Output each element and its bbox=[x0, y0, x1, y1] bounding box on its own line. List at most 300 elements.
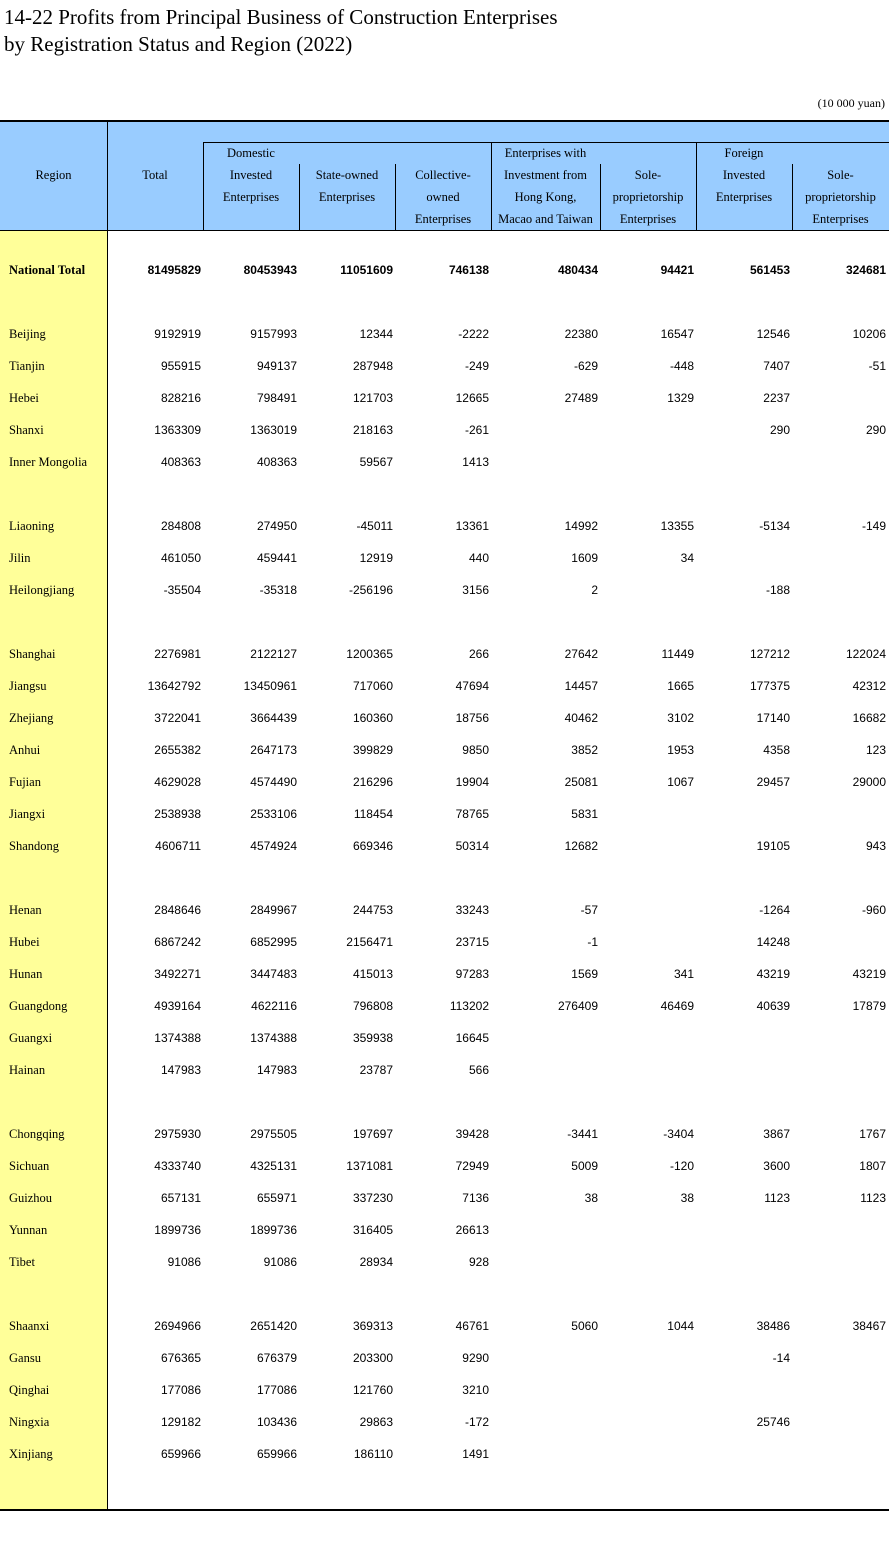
region-name: Fujian bbox=[9, 775, 41, 789]
table-cell: 1123 bbox=[860, 1191, 886, 1205]
table-cell: 659966 bbox=[256, 1447, 297, 1461]
table-cell: 14992 bbox=[564, 519, 598, 533]
header-region: Region bbox=[35, 168, 72, 182]
title-line-2: by Registration Status and Region (2022) bbox=[4, 32, 353, 56]
table-cell: -51 bbox=[868, 359, 886, 373]
table-cell: 72949 bbox=[455, 1159, 489, 1173]
table-cell: 18756 bbox=[455, 711, 489, 725]
table-cell: 1371081 bbox=[346, 1159, 393, 1173]
header-text: Sole- bbox=[634, 168, 662, 182]
table-cell: 655971 bbox=[256, 1191, 297, 1205]
region-name: National Total bbox=[9, 263, 86, 277]
table-cell: 218163 bbox=[352, 423, 393, 437]
table-cell: 25081 bbox=[564, 775, 598, 789]
table-cell: 669346 bbox=[352, 839, 393, 853]
table-cell: 27642 bbox=[564, 647, 598, 661]
table-row bbox=[0, 1407, 889, 1439]
table-cell: 676379 bbox=[256, 1351, 297, 1365]
table-cell: 276409 bbox=[557, 999, 598, 1013]
region-name: Hebei bbox=[9, 391, 39, 405]
table-cell: 324681 bbox=[845, 263, 886, 277]
table-cell: 11449 bbox=[661, 647, 694, 661]
table-cell: 943 bbox=[865, 839, 886, 853]
table-cell: 38467 bbox=[852, 1319, 886, 1333]
table-cell: 337230 bbox=[352, 1191, 393, 1205]
table-cell: 1491 bbox=[462, 1447, 489, 1461]
header-domestic bbox=[203, 142, 299, 208]
table-cell: 16547 bbox=[660, 327, 694, 341]
table-cell: 59567 bbox=[359, 455, 393, 469]
table-cell: 50314 bbox=[455, 839, 489, 853]
table-cell: -629 bbox=[573, 359, 598, 373]
table-cell: 657131 bbox=[160, 1191, 201, 1205]
table-cell: 38 bbox=[584, 1191, 598, 1205]
table-row bbox=[0, 671, 889, 703]
table-cell: 1767 bbox=[859, 1127, 886, 1141]
table-cell: 12344 bbox=[359, 327, 393, 341]
table-cell: 47694 bbox=[455, 679, 489, 693]
top-rule bbox=[0, 120, 889, 122]
table-title bbox=[4, 4, 558, 58]
region-name: Guizhou bbox=[9, 1191, 53, 1205]
table-cell: 23787 bbox=[359, 1063, 393, 1077]
table-cell: 2848646 bbox=[154, 903, 201, 917]
table-cell: 12919 bbox=[359, 551, 393, 565]
header-text: Enterprises bbox=[619, 212, 677, 226]
table-cell: 1329 bbox=[667, 391, 694, 405]
region-name: Shanxi bbox=[9, 423, 44, 437]
table-cell: 123 bbox=[865, 743, 886, 757]
table-row bbox=[0, 1023, 889, 1055]
table-cell: 659966 bbox=[160, 1447, 201, 1461]
table-cell: 928 bbox=[468, 1255, 489, 1269]
table-cell: -960 bbox=[861, 903, 886, 917]
table-cell: 14248 bbox=[756, 935, 790, 949]
table-cell: 29000 bbox=[852, 775, 886, 789]
header-text: Collective- bbox=[415, 168, 471, 182]
region-name: Hunan bbox=[9, 967, 43, 981]
table-cell: 1413 bbox=[462, 455, 489, 469]
table-cell: 798491 bbox=[256, 391, 297, 405]
header-text: Foreign bbox=[724, 146, 764, 160]
table-cell: 2533106 bbox=[250, 807, 297, 821]
table-cell: 25746 bbox=[756, 1415, 790, 1429]
table-cell: 13361 bbox=[455, 519, 489, 533]
table-row bbox=[0, 415, 889, 447]
table-cell: 103436 bbox=[256, 1415, 297, 1429]
table-cell: 43219 bbox=[756, 967, 790, 981]
table-cell: 118454 bbox=[353, 807, 393, 821]
header-text: Enterprises bbox=[812, 212, 869, 226]
region-name: Anhui bbox=[9, 743, 41, 757]
table-cell: 4574924 bbox=[250, 839, 297, 853]
table-cell: 13355 bbox=[660, 519, 694, 533]
region-name: Sichuan bbox=[9, 1159, 50, 1173]
table-cell: 28934 bbox=[359, 1255, 393, 1269]
table-cell: 3600 bbox=[763, 1159, 790, 1173]
table-row bbox=[0, 575, 889, 607]
table-row bbox=[0, 351, 889, 383]
table-cell: 12682 bbox=[564, 839, 598, 853]
header-text: Macao and Taiwan bbox=[498, 212, 593, 226]
region-name: Jiangsu bbox=[9, 679, 47, 693]
table-cell: 17140 bbox=[756, 711, 790, 725]
table-cell: 127212 bbox=[749, 647, 790, 661]
table-row bbox=[0, 1119, 889, 1151]
header-total: Total bbox=[142, 168, 168, 182]
region-name: Henan bbox=[9, 903, 42, 917]
table-cell: 244753 bbox=[352, 903, 393, 917]
region-name: Yunnan bbox=[9, 1223, 48, 1237]
table-cell: 290 bbox=[769, 423, 790, 437]
table-cell: 14457 bbox=[564, 679, 598, 693]
table-cell: 4629028 bbox=[154, 775, 201, 789]
header-text: Enterprises bbox=[715, 190, 773, 204]
table-row bbox=[0, 1183, 889, 1215]
table-cell: 10206 bbox=[852, 327, 886, 341]
table-cell: -149 bbox=[861, 519, 886, 533]
table-cell: 40639 bbox=[756, 999, 790, 1013]
region-name: Liaoning bbox=[9, 519, 55, 533]
title-line-1: 14-22 Profits from Principal Business of Construction Enterprises bbox=[4, 5, 558, 29]
table-cell: 3210 bbox=[462, 1383, 489, 1397]
header-text: Investment from bbox=[504, 168, 587, 182]
table-cell: 2975930 bbox=[154, 1127, 201, 1141]
table-cell: 440 bbox=[468, 551, 489, 565]
table-cell: 566 bbox=[468, 1063, 489, 1077]
table-cell: 1899736 bbox=[154, 1223, 201, 1237]
table-cell: -3404 bbox=[663, 1127, 694, 1141]
table-row bbox=[0, 767, 889, 799]
region-name: Xinjiang bbox=[9, 1447, 53, 1461]
table-cell: 81495829 bbox=[147, 263, 201, 277]
table-cell: 2849967 bbox=[250, 903, 297, 917]
header-bottom-rule bbox=[0, 230, 889, 231]
table-cell: 949137 bbox=[256, 359, 297, 373]
table-cell: 369313 bbox=[352, 1319, 393, 1333]
table-cell: 121760 bbox=[352, 1383, 393, 1397]
table-cell: 19904 bbox=[455, 775, 489, 789]
table-cell: 6852995 bbox=[250, 935, 297, 949]
table-cell: 5009 bbox=[571, 1159, 598, 1173]
table-cell: -45011 bbox=[356, 519, 393, 533]
region-name: Heilongjiang bbox=[9, 583, 75, 597]
table-cell: 3852 bbox=[571, 743, 598, 757]
table-cell: 4333740 bbox=[154, 1159, 201, 1173]
table-cell: 7407 bbox=[763, 359, 790, 373]
region-name: Ningxia bbox=[9, 1415, 50, 1429]
region-name: Zhejiang bbox=[9, 711, 54, 725]
table-cell: 266 bbox=[468, 647, 489, 661]
table-cell: 341 bbox=[673, 967, 694, 981]
table-cell: 80453943 bbox=[243, 263, 297, 277]
table-cell: -261 bbox=[464, 423, 489, 437]
table-cell: -5134 bbox=[759, 519, 790, 533]
table-cell: 746138 bbox=[448, 263, 489, 277]
table-cell: 4325131 bbox=[250, 1159, 297, 1173]
table-cell: 2156471 bbox=[346, 935, 393, 949]
table-cell: -3441 bbox=[567, 1127, 598, 1141]
table-cell: 3867 bbox=[763, 1127, 790, 1141]
table-cell: -57 bbox=[580, 903, 598, 917]
table-cell: 1123 bbox=[764, 1191, 790, 1205]
table-cell: 955915 bbox=[160, 359, 201, 373]
table-cell: 78765 bbox=[455, 807, 489, 821]
table-cell: 16682 bbox=[852, 711, 886, 725]
table-cell: 2975505 bbox=[250, 1127, 297, 1141]
header-text: Enterprises bbox=[414, 212, 472, 226]
table-row bbox=[0, 735, 889, 767]
table-cell: 1899736 bbox=[250, 1223, 297, 1237]
table-cell: 43219 bbox=[852, 967, 886, 981]
table-row bbox=[0, 639, 889, 671]
table-cell: -120 bbox=[669, 1159, 694, 1173]
table-row bbox=[0, 447, 889, 479]
table-cell: 1067 bbox=[667, 775, 694, 789]
table-cell: 316405 bbox=[352, 1223, 393, 1237]
table-cell: 11051609 bbox=[340, 263, 393, 277]
table-cell: 1363019 bbox=[250, 423, 297, 437]
table-row-national-total bbox=[0, 255, 889, 287]
table-cell: 4939164 bbox=[154, 999, 201, 1013]
table-cell: 284808 bbox=[160, 519, 201, 533]
table-cell: 12546 bbox=[756, 327, 790, 341]
region-name: Hainan bbox=[9, 1063, 46, 1077]
table-row bbox=[0, 1311, 889, 1343]
bottom-rule bbox=[0, 1509, 889, 1511]
table-cell: 1044 bbox=[667, 1319, 694, 1333]
header-foreign bbox=[696, 142, 792, 208]
table-cell: 122024 bbox=[845, 647, 886, 661]
table-cell: 2 bbox=[591, 583, 598, 597]
region-name: Gansu bbox=[9, 1351, 41, 1365]
table-cell: -2222 bbox=[458, 327, 489, 341]
table-cell: 2655382 bbox=[154, 743, 201, 757]
region-name: Chongqing bbox=[9, 1127, 65, 1141]
header-text: proprietorship bbox=[612, 190, 684, 204]
table-cell: 34 bbox=[680, 551, 694, 565]
table-cell: 408363 bbox=[256, 455, 297, 469]
region-name: Guangxi bbox=[9, 1031, 53, 1045]
table-cell: 3156 bbox=[462, 583, 489, 597]
table-row bbox=[0, 1215, 889, 1247]
region-name: Guangdong bbox=[9, 999, 68, 1013]
table-cell: 160360 bbox=[352, 711, 393, 725]
table-cell: 2276981 bbox=[154, 647, 201, 661]
table-cell: 4606711 bbox=[155, 839, 201, 853]
table-cell: 1609 bbox=[571, 551, 598, 565]
table-cell: 3664439 bbox=[250, 711, 297, 725]
table-cell: 4358 bbox=[763, 743, 790, 757]
table-cell: 46761 bbox=[455, 1319, 489, 1333]
table-cell: 129182 bbox=[160, 1415, 201, 1429]
table-cell: 121703 bbox=[352, 391, 393, 405]
table-cell: 23715 bbox=[455, 935, 489, 949]
table-cell: -256196 bbox=[348, 583, 393, 597]
table-cell: 26613 bbox=[455, 1223, 489, 1237]
table-cell: -35318 bbox=[259, 583, 297, 597]
table-row bbox=[0, 895, 889, 927]
table-cell: 3492271 bbox=[154, 967, 201, 981]
table-row bbox=[0, 383, 889, 415]
region-name: Shandong bbox=[9, 839, 59, 853]
table-cell: 12665 bbox=[455, 391, 489, 405]
table-cell: 13642792 bbox=[147, 679, 201, 693]
region-name: Jiangxi bbox=[9, 807, 46, 821]
table-cell: 2237 bbox=[763, 391, 790, 405]
table-cell: -14 bbox=[772, 1351, 790, 1365]
table-cell: 1569 bbox=[571, 967, 598, 981]
header-sole-proprietorship-2 bbox=[792, 164, 889, 230]
table-cell: 33243 bbox=[455, 903, 489, 917]
table-cell: 197697 bbox=[352, 1127, 393, 1141]
table-cell: 1374388 bbox=[250, 1031, 297, 1045]
table-cell: 3447483 bbox=[250, 967, 297, 981]
table-cell: -1264 bbox=[759, 903, 790, 917]
header-text: State-owned bbox=[315, 168, 379, 182]
table-cell: 113202 bbox=[449, 999, 489, 1013]
table-row bbox=[0, 543, 889, 575]
table-cell: 91086 bbox=[167, 1255, 201, 1269]
table-cell: 147983 bbox=[160, 1063, 201, 1077]
table-cell: 40462 bbox=[564, 711, 598, 725]
table-cell: 1665 bbox=[667, 679, 694, 693]
table-cell: 147983 bbox=[256, 1063, 297, 1077]
table-cell: 9290 bbox=[462, 1351, 489, 1365]
table-cell: 9850 bbox=[462, 743, 489, 757]
table-cell: 5060 bbox=[571, 1319, 598, 1333]
region-name: Beijing bbox=[9, 327, 46, 341]
table-row bbox=[0, 319, 889, 351]
table-cell: 796808 bbox=[352, 999, 393, 1013]
table-cell: 399829 bbox=[352, 743, 393, 757]
table-cell: 91086 bbox=[263, 1255, 297, 1269]
table-cell: -172 bbox=[464, 1415, 489, 1429]
header-hk-macao-taiwan bbox=[491, 142, 600, 230]
table-row bbox=[0, 1375, 889, 1407]
table-row bbox=[0, 703, 889, 735]
table-cell: 6867242 bbox=[154, 935, 201, 949]
table-cell: 408363 bbox=[160, 455, 201, 469]
table-cell: 177086 bbox=[256, 1383, 297, 1397]
header-text: Domestic bbox=[227, 146, 275, 160]
table-cell: 186110 bbox=[353, 1447, 393, 1461]
table-row bbox=[0, 959, 889, 991]
header-text: proprietorship bbox=[805, 190, 876, 204]
region-name: Shaanxi bbox=[9, 1319, 50, 1333]
region-name: Hubei bbox=[9, 935, 40, 949]
table-cell: -1 bbox=[587, 935, 598, 949]
region-name: Shanghai bbox=[9, 647, 56, 661]
table-row bbox=[0, 511, 889, 543]
region-name: Tibet bbox=[9, 1255, 35, 1269]
table-row bbox=[0, 1343, 889, 1375]
header-text: Hong Kong, bbox=[514, 190, 577, 204]
header-text: Enterprises with bbox=[504, 146, 587, 160]
table-cell: 359938 bbox=[352, 1031, 393, 1045]
table-cell: 16645 bbox=[455, 1031, 489, 1045]
table-cell: 2694966 bbox=[154, 1319, 201, 1333]
table-cell: 177375 bbox=[749, 679, 790, 693]
table-cell: 3722041 bbox=[154, 711, 201, 725]
table-cell: -249 bbox=[464, 359, 489, 373]
table-row bbox=[0, 991, 889, 1023]
table-cell: 29863 bbox=[359, 1415, 393, 1429]
table-cell: 2122127 bbox=[250, 647, 297, 661]
header-text: Invested bbox=[229, 168, 273, 182]
table-cell: 94421 bbox=[660, 263, 694, 277]
table-cell: 39428 bbox=[455, 1127, 489, 1141]
table-cell: 17879 bbox=[852, 999, 886, 1013]
table-row bbox=[0, 927, 889, 959]
table-cell: 461050 bbox=[160, 551, 201, 565]
header-text: owned bbox=[426, 190, 460, 204]
header-text: Invested bbox=[722, 168, 766, 182]
table-cell: 7136 bbox=[462, 1191, 489, 1205]
table-cell: 459441 bbox=[256, 551, 297, 565]
table-cell: 203300 bbox=[352, 1351, 393, 1365]
table-cell: 4574490 bbox=[250, 775, 297, 789]
table-cell: 38486 bbox=[756, 1319, 790, 1333]
table-cell: 287948 bbox=[352, 359, 393, 373]
region-name: Jilin bbox=[9, 551, 31, 565]
table-row bbox=[0, 1439, 889, 1471]
table-cell: 717060 bbox=[352, 679, 393, 693]
table-cell: 3102 bbox=[667, 711, 694, 725]
table-cell: 38 bbox=[680, 1191, 694, 1205]
table-row bbox=[0, 1151, 889, 1183]
region-name: Tianjin bbox=[9, 359, 45, 373]
table-cell: 216296 bbox=[352, 775, 393, 789]
table-row bbox=[0, 1247, 889, 1279]
table-cell: 22380 bbox=[564, 327, 598, 341]
table-cell: 97283 bbox=[455, 967, 489, 981]
table-cell: 274950 bbox=[256, 519, 297, 533]
table-cell: 415013 bbox=[352, 967, 393, 981]
table-row bbox=[0, 799, 889, 831]
table-cell: -448 bbox=[669, 359, 694, 373]
table-cell: 676365 bbox=[160, 1351, 201, 1365]
table-cell: 29457 bbox=[756, 775, 790, 789]
table-cell: 1363309 bbox=[154, 423, 201, 437]
header-text: Enterprises bbox=[318, 190, 376, 204]
region-name: Inner Mongolia bbox=[9, 455, 88, 469]
table-cell: -35504 bbox=[163, 583, 201, 597]
table-cell: 9157993 bbox=[250, 327, 297, 341]
table-cell: 27489 bbox=[564, 391, 598, 405]
table-cell: 480434 bbox=[557, 263, 598, 277]
table-cell: 9192919 bbox=[154, 327, 201, 341]
table-cell: 1953 bbox=[667, 743, 694, 757]
table-cell: 19105 bbox=[756, 839, 790, 853]
header-text: Enterprises bbox=[222, 190, 280, 204]
table-row bbox=[0, 831, 889, 863]
table-cell: 42312 bbox=[852, 679, 886, 693]
table-cell: 828216 bbox=[160, 391, 201, 405]
table-cell: 5831 bbox=[571, 807, 598, 821]
header-state-owned bbox=[299, 164, 395, 208]
table-cell: 177086 bbox=[160, 1383, 201, 1397]
table-cell: 46469 bbox=[660, 999, 694, 1013]
unit-label: (10 000 yuan) bbox=[817, 96, 885, 110]
table-row bbox=[0, 1055, 889, 1087]
header-collective bbox=[395, 164, 491, 230]
data-table bbox=[0, 120, 889, 1511]
table-cell: 1807 bbox=[859, 1159, 886, 1173]
table-cell: -188 bbox=[765, 583, 790, 597]
table-cell: 13450961 bbox=[243, 679, 297, 693]
table-cell: 1200365 bbox=[346, 647, 393, 661]
